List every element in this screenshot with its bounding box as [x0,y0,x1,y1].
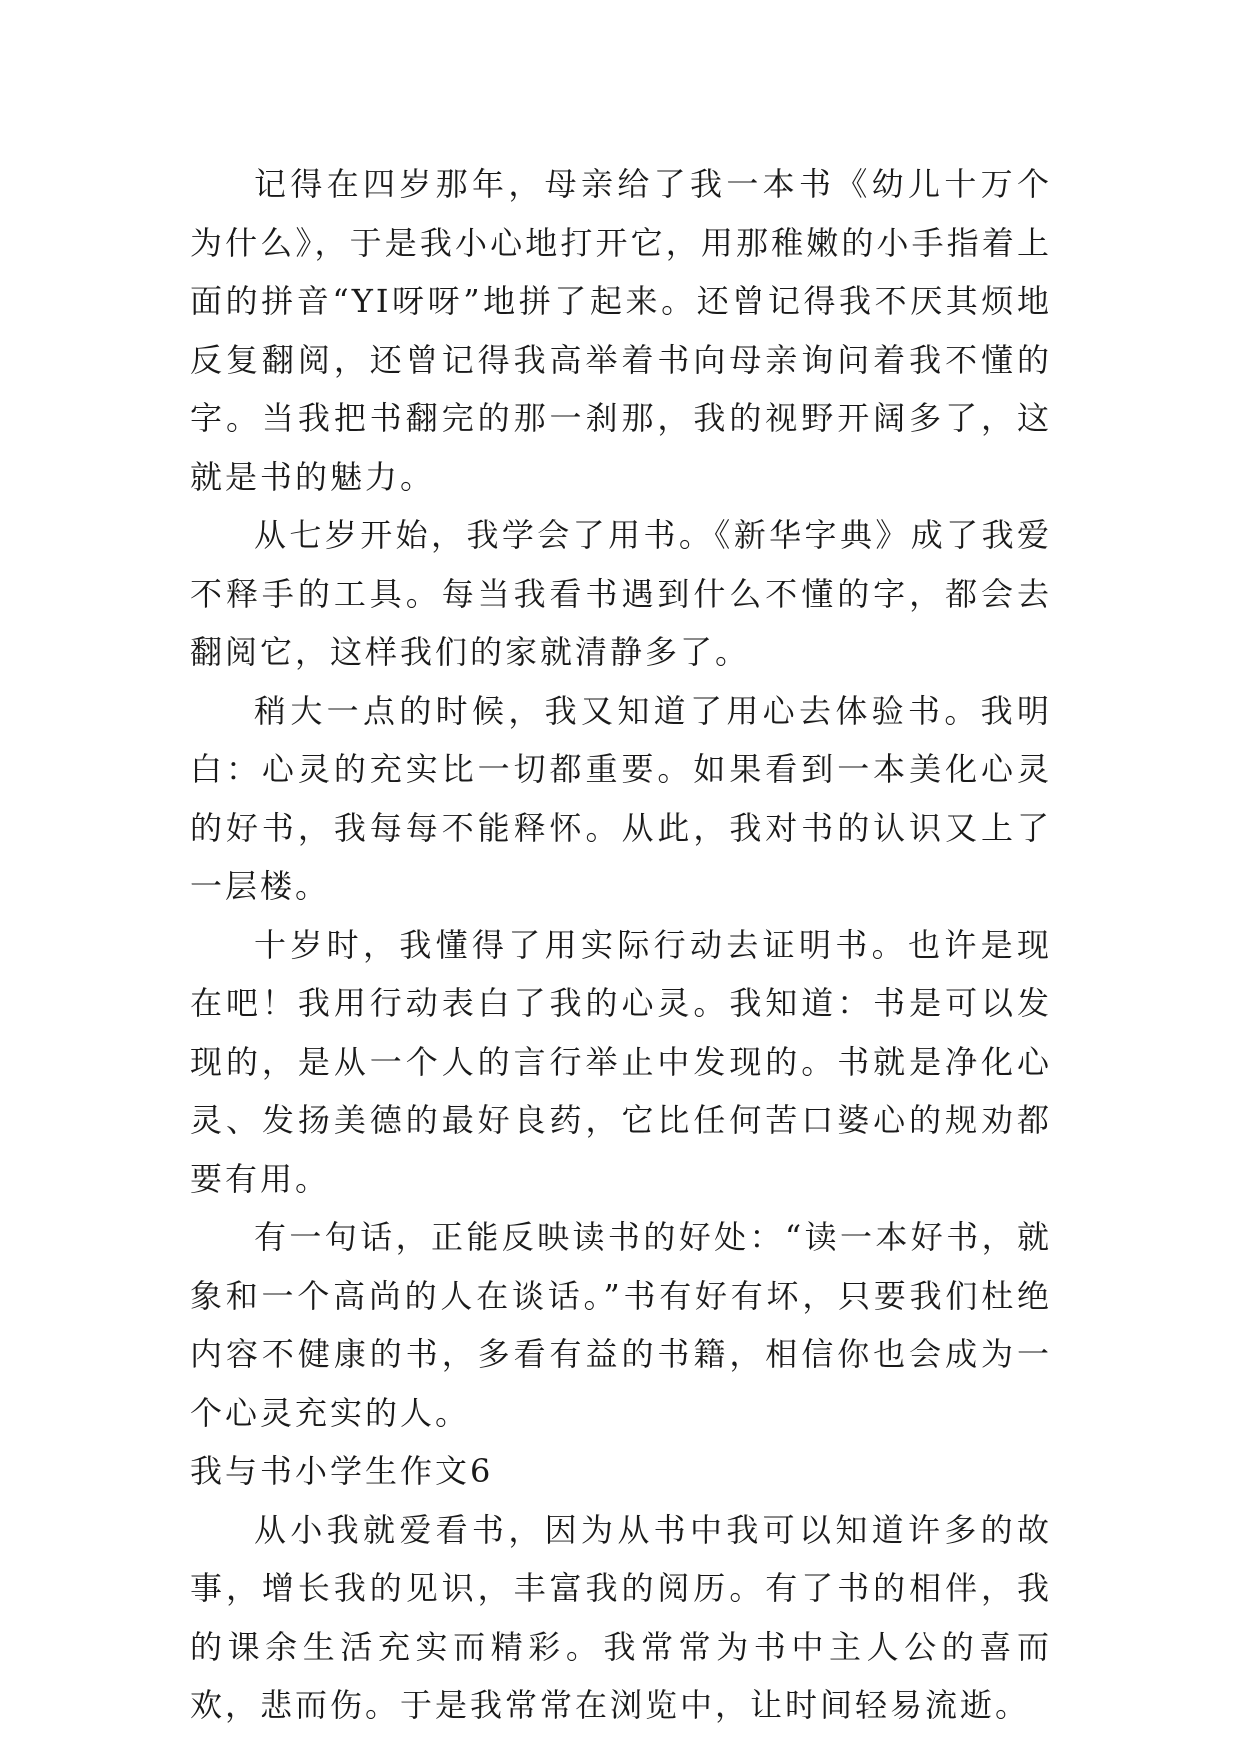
paragraph: 从七岁开始，我学会了用书。《新华字典》成了我爱不释手的工具。每当我看书遇到什么不懂的字，都会去翻阅它，这样我们的家就清静多了。 [190,516,1052,671]
document-body [190,155,1052,1735]
paragraph: 记得在四岁那年，母亲给了我一本书《幼儿十万个为什么》，于是我小心地打开它，用那稚嫩的小手指着上面的拼音“YI呀呀”地拼了起来。还曾记得我不厌其烦地反复翻阅，还曾记得我高举着书向母亲询问着我不懂的字。当我把书翻完的那一刹那，我的视野开阔多了，这就是书的魅力。 [190,165,1052,496]
paragraph: 有一句话，正能反映读书的好处：“读一本好书，就象和一个高尚的人在谈话。”书有好有坏，只要我们杜绝内容不健康的书，多看有益的书籍，相信你也会成为一个心灵充实的人。 [190,1218,1052,1432]
paragraph: 十岁时，我懂得了用实际行动去证明书。也许是现在吧！我用行动表白了我的心灵。我知道：书是可以发现的，是从一个人的言行举止中发现的。书就是净化心灵、发扬美德的最好良药，它比任何苦口婆心的规劝都要有用。 [190,925,1052,1198]
paragraph: 从小我就爱看书，因为从书中我可以知道许多的故事，增长我的见识，丰富我的阅历。有了书的相伴，我的课余生活充实而精彩。我常常为书中主人公的喜而欢，悲而伤。于是我常常在浏览中，让时间轻易流逝。 [190,1510,1052,1724]
paragraph: 稍大一点的时候，我又知道了用心去体验书。我明白：心灵的充实比一切都重要。如果看到一本美化心灵的好书，我每每不能释怀。从此，我对书的认识又上了一层楼。 [190,691,1052,905]
section-title: 我与书小学生作文6 [190,1452,494,1490]
